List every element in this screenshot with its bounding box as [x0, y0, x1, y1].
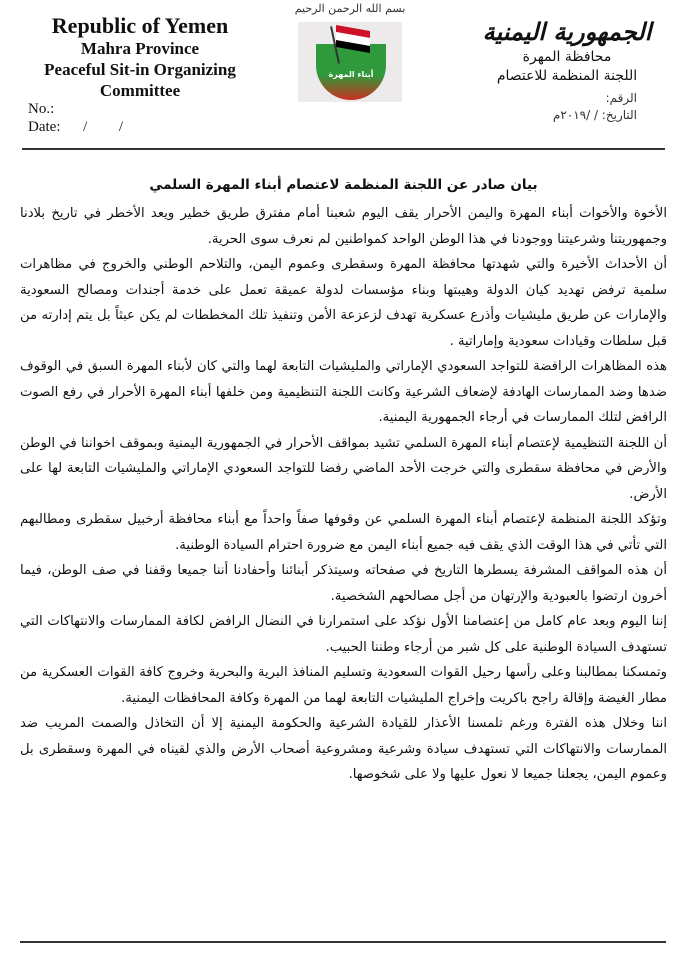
paragraph: أن اللجنة التنظيمية لإعتصام أبناء المهرة السلمي تشيد بمواقف الأحرار في الجمهورية اليمنية وبموقف اخواننا في الوطن والأرض في محافظة سقطرى والتي خرجت الأحد الماضي رفضا للتواجد السعودي الإماراتي والمليشيات التابعة لها على الأرض. [20, 435, 667, 502]
date-separator: / [118, 119, 124, 135]
paragraph: إننا اليوم وبعد عام كامل من إعتصامنا الأول نؤكد على استمرارنا في النضال الرافض لكافة الممارسات والانتهاكات التي تستهدف السيادة الوطنية على كل شبر من أرجاء وطننا الحبيب. [20, 614, 667, 655]
logo-text: أبناء المهرة [328, 70, 374, 79]
paragraph: أن الأحداث الأخيرة والتي شهدتها محافظة المهرة وسقطرى وعموم اليمن، والتلاحم الوطني والخروج في مظاهرات سلمية ترفض تهديد كيان الدولة وهيبتها وبناء مؤسسات لدولة عميقة تعمل على خدمة أجندات ومصالح السعودية والإمارات عن طريق مليشيات وأذرع عسكرية تهدف لزعزعة الأمن وتنفيذ تلك المخططات لم يكن عبثاً بل يتم إدارته من قبل سلطات وقيادات سعودية وإماراتية . [20, 257, 667, 349]
letterhead [0, 0, 687, 150]
arabic-letterhead [467, 16, 667, 124]
arabic-date-label: التاريخ: / /٢٠١٩م [552, 108, 637, 122]
english-committee-line1: Peaceful Sit-in Organizing [44, 60, 236, 79]
english-letterhead [20, 14, 260, 101]
paragraph: أن هذه المواقف المشرفة يسطرها التاريخ في صفحاته وسيتذكر أبنائنا وأحفادنا أننا جميعا وقفنا في صف الوطن، فيما أخرون ارتضوا بالعبودية والإرتهان من أجل مصالحهم الشخصية. [20, 563, 667, 604]
center-emblem [280, 2, 420, 112]
statement-body [20, 201, 667, 788]
english-date-label: Date: [28, 119, 61, 135]
english-country-title: Republic of Yemen [51, 13, 229, 38]
date-separator: / [83, 119, 88, 135]
paragraph: وتمسكنا بمطالبنا وعلى رأسها رحيل القوات السعودية وتسليم المنافذ البرية والبحرية وخروج كافة القوات العسكرية من مطار الغيضة وإقالة راجح باكريت وإخراج المليشيات التابعة لهما من المهرة وكافة المحافظات اليمنية. [20, 665, 667, 706]
paragraph: هذه المظاهرات الرافضة للتواجد السعودي الإماراتي والمليشيات التابعة لهما والتي كان لأبناء المهرة السبق في الوقوف ضدها وضد الممارسات الهادفة لإضعاف الشرعية وكانت اللجنة التنظيمية ومن خلفها أبناء المهرة الأحرار في رفع الصوت الرافض لتلك الممارسات في أرجاء الجمهورية اليمنية. [20, 359, 667, 425]
arabic-country-title: الجمهورية اليمنية [482, 17, 652, 46]
paragraph: اننا وخلال هذه الفترة ورغم تلمسنا الأعذار للقيادة الشرعية والحكومة اليمنية إلا أن التخاذل والصمت المريب ضد الممارسات والانتهاكات التي تستهدف سيادة وشرعية ومشروعية أصحاب الأرض والذي لقيناه في المهرة وسقطرى بل وعموم اليمن، يجعلنا جميعا لا نعول عليها ولا على شخوصها. [20, 716, 667, 782]
header-divider [22, 148, 665, 150]
english-province: Mahra Province [80, 39, 200, 58]
english-number-label: No.: [28, 101, 55, 117]
arabic-number-label: الرقم: [605, 91, 637, 105]
sit-in-logo [298, 22, 402, 102]
english-committee-line2: Committee [99, 81, 181, 100]
footer-divider [20, 941, 666, 943]
statement-title: بيان صادر عن اللجنة المنظمة لاعتصام أبناء المهرة السلمي [149, 177, 538, 193]
paragraph: وتؤكد اللجنة المنظمة لإعتصام أبناء المهرة السلمي عن وقوفها صفاً واحداً مع أبناء محافظة أرخبيل سقطرى ومطالبهم التي تأتي في هذا الوقت الذي يقف فيه جميع أبناء اليمن مع ضرورة احترام السيادة الوطنية. [20, 512, 667, 553]
arabic-committee: اللجنة المنظمة للاعتصام [496, 68, 638, 84]
english-reference-fields [28, 100, 132, 136]
basmala-calligraphy: بسم الله الرحمن الرحيم [294, 2, 406, 15]
arabic-province: محافظة المهرة [522, 49, 612, 65]
english-date-field [28, 118, 132, 136]
paragraph: الأخوة والأخوات أبناء المهرة واليمن الأحرار يقف اليوم شعبنا أمام مفترق طريق خطير ويعد الأخطر في تاريخ بلادنا وجمهوريتنا وشرعيتنا ووجودنا في هذا الوطن الواحد كمواطنين لم نعرف سوى الحرية. [20, 206, 667, 247]
